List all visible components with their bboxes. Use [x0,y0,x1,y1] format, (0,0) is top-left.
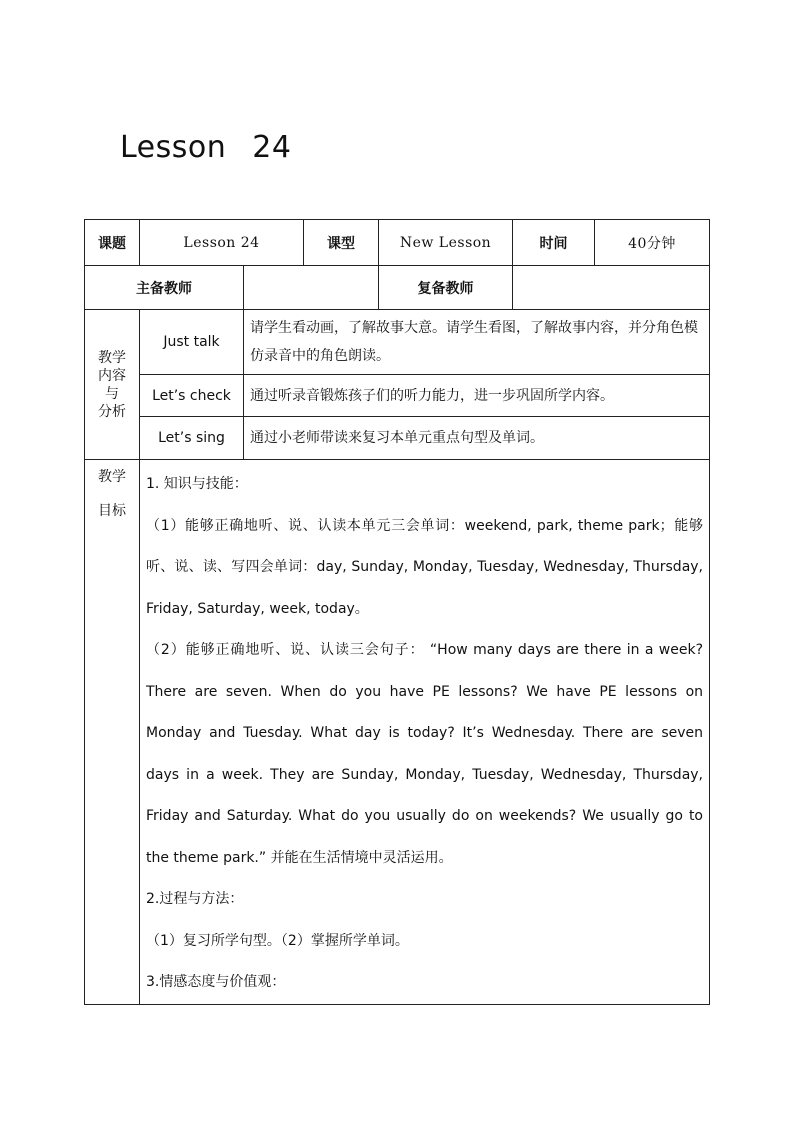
goals-label-line: 目标 [98,503,126,519]
teaching-goals-label [85,460,140,1005]
type-label: 课型 [304,220,379,266]
content-label-line: 教学 [98,349,126,366]
goals-label-line: 教学 [98,469,126,485]
row-teachers [85,266,710,310]
content-row-lets-check [85,375,710,417]
page-title [120,130,291,165]
content-label-line: 内容 [98,367,126,384]
content-item-desc: 通过小老师带读来复习本单元重点句型及单词。 [244,417,710,460]
content-label-line: 与 [105,385,119,402]
row-teaching-goals [85,460,710,1005]
type-value: New Lesson [379,220,513,266]
content-item-name: Just talk [140,310,244,375]
main-teacher-label: 主备教师 [85,266,244,310]
goal-line: 3.情感态度与价值观： [146,974,286,990]
content-item-name: Let’s check [140,375,244,417]
review-teacher-label: 复备教师 [379,266,513,310]
content-label-line: 分析 [98,403,126,420]
goal-line: 1. 知识与技能： [146,476,248,492]
title-word: Lesson [120,130,227,165]
goal-line: （1）能够正确地听、说、认读本单元三会单词：weekend, park, theme park；能够听、说、读、写四会单词：day, Sunday, Monday, Tuesday, Wednesday, Thursday, Friday, Saturday, week, today。 [146,517,704,617]
content-analysis-label [85,310,140,460]
title-number: 24 [252,130,292,165]
time-value: 40分钟 [595,220,710,266]
content-row-lets-sing [85,417,710,460]
content-row-just-talk [85,310,710,375]
topic-label: 课题 [85,220,140,266]
goal-line: 2.过程与方法： [146,891,244,907]
goal-line: （1）复习所学句型。（2）掌握所学单词。 [146,932,409,949]
review-teacher-value [513,266,710,310]
main-teacher-value [244,266,379,310]
row-basic-info [85,220,710,266]
time-label: 时间 [513,220,595,266]
content-item-desc: 请学生看动画，了解故事大意。请学生看图，了解故事内容，并分角色模仿录音中的角色朗读。 [244,310,710,375]
topic-value: Lesson 24 [140,220,304,266]
goal-line: （2）能够正确地听、说、认读三会句子： “How many days are there in a week? There are seven. When do you have PE lessons? We have PE lessons on Monday and Tuesday. What day is today? It’s Wednesday. There are seven days in a week. They are Sunday, Monday, Tuesday, Wednesday, Thursday, Friday and Saturday. What do you usually do on weekends? We usually go to the theme park.” 并能在生活情境中灵活运用。 [146,642,704,866]
teaching-goals-content [140,460,710,1005]
content-item-desc: 通过听录音锻炼孩子们的听力能力，进一步巩固所学内容。 [244,375,710,417]
content-item-name: Let’s sing [140,417,244,460]
lesson-plan-table [84,219,710,1005]
